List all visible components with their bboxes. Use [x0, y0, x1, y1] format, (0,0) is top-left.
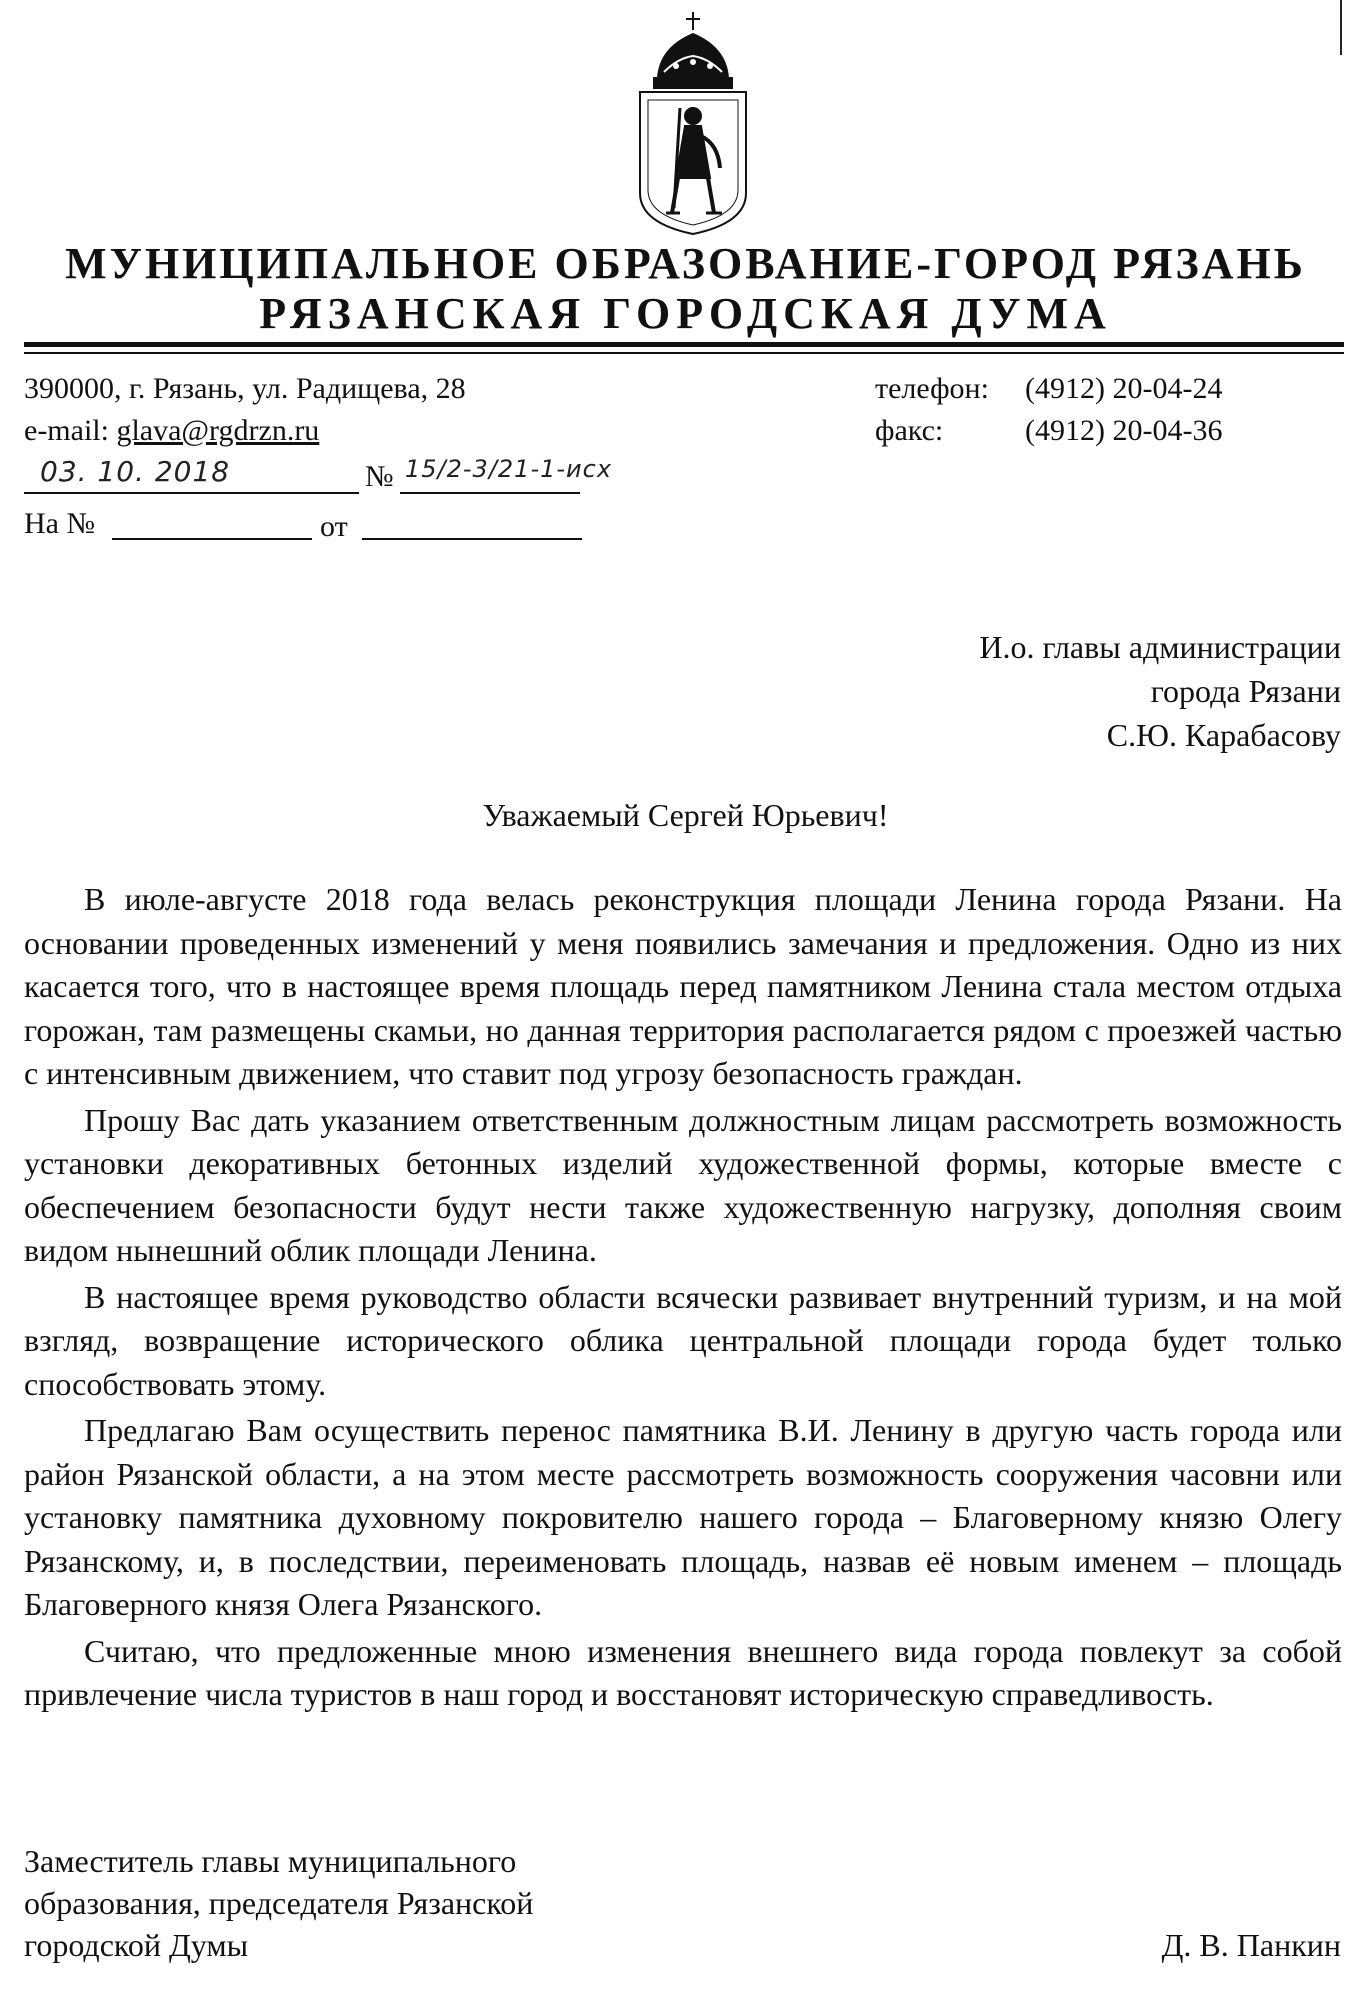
- email-row: [24, 412, 319, 450]
- organization-name: МУНИЦИПАЛЬНОЕ ОБРАЗОВАНИЕ-ГОРОД РЯЗАНЬ: [65, 239, 1306, 288]
- number-label: №: [365, 460, 394, 493]
- paragraph: Предлагаю Вам осуществить перенос памятника В.И. Ленину в другую часть города или район Рязанской области, а на этом месте рассмотреть возможность сооружения часовни или установку памятника духовному покровителю нашего города – Благоверному князю Олегу Рязанскому, и, в последствии, переименовать площадь, назвав её новым именем – площадь Благоверного князя Олега Рязанского.: [24, 1412, 1342, 1622]
- reference-date-label: от: [320, 510, 348, 543]
- paragraph: Прошу Вас дать указанием ответственным должностным лицам рассмотреть возможность установки декоративных бетонных изделий художественной формы, которые вместе с обеспечением безопасности будут нести также художественную нагрузку, дополняя своим видом нынешний облик площади Ленина.: [24, 1101, 1342, 1268]
- fax-number: (4912) 20-04-36: [1025, 414, 1223, 447]
- scan-edge-mark: [1340, 0, 1342, 55]
- addressee-block: [979, 625, 1341, 757]
- email-label: e-mail:: [24, 414, 109, 447]
- header-divider-thin: [24, 352, 1344, 354]
- outgoing-number-handwritten: 15/2-3/21-1-исх: [405, 455, 613, 483]
- addressee-name: С.Ю. Карабасову: [1106, 717, 1341, 753]
- signatory-position-line: Заместитель главы муниципального: [24, 1843, 517, 1879]
- signatory-position: [24, 1840, 533, 1966]
- paragraph: В июле-августе 2018 года велась реконструкция площади Ленина города Рязани. На основании проведенных изменений у меня появились замечания и предложения. Одно из них касается того, что в настоящее время площадь перед памятником Ленина стала местом отдыха горожан, там размещены скамьи, но данная территория располагается рядом с проезжей частью с интенсивным движением, что ставит под угрозу безопасность граждан.: [24, 881, 1342, 1091]
- header-divider: [24, 342, 1344, 347]
- paragraph: Считаю, что предложенные мною изменения внешнего вида города повлекут за собой привлечение числа туристов в наш город и восстановят историческую справедливость.: [24, 1632, 1342, 1712]
- reference-number-underline: [112, 538, 312, 540]
- signatory-position-line: образования, председателя Рязанской: [24, 1885, 534, 1921]
- number-underline: [400, 492, 580, 494]
- signatory-name: Д. В. Панкин: [1161, 1927, 1341, 1963]
- fax-label: факс:: [875, 414, 944, 447]
- addressee-city: города Рязани: [1150, 673, 1341, 709]
- postal-address: 390000, г. Рязань, ул. Радищева, 28: [24, 372, 466, 405]
- phone-label: телефон:: [875, 372, 989, 405]
- paragraph: В настоящее время руководство области всячески развивает внутренний туризм, и на мой взгляд, возвращение исторического облика центральной площади города будет только способствовать этому.: [24, 1278, 1342, 1402]
- council-name: РЯЗАНСКАЯ ГОРОДСКАЯ ДУМА: [259, 289, 1112, 338]
- date-underline: [24, 492, 359, 494]
- reference-number-label: На №: [24, 507, 96, 540]
- letter-body: [24, 878, 1342, 1720]
- greeting: Уважаемый Сергей Юрьевич!: [482, 797, 889, 833]
- email-link[interactable]: glava@rgdrzn.ru: [116, 414, 320, 447]
- signatory-position-line: городской Думы: [24, 1927, 249, 1963]
- ryazan-coat-of-arms-icon: [618, 8, 768, 238]
- reference-date-underline: [362, 538, 582, 540]
- outgoing-date-handwritten: 03. 10. 2018: [40, 455, 231, 488]
- phone-number: (4912) 20-04-24: [1025, 372, 1223, 405]
- addressee-title: И.о. главы администрации: [979, 629, 1341, 665]
